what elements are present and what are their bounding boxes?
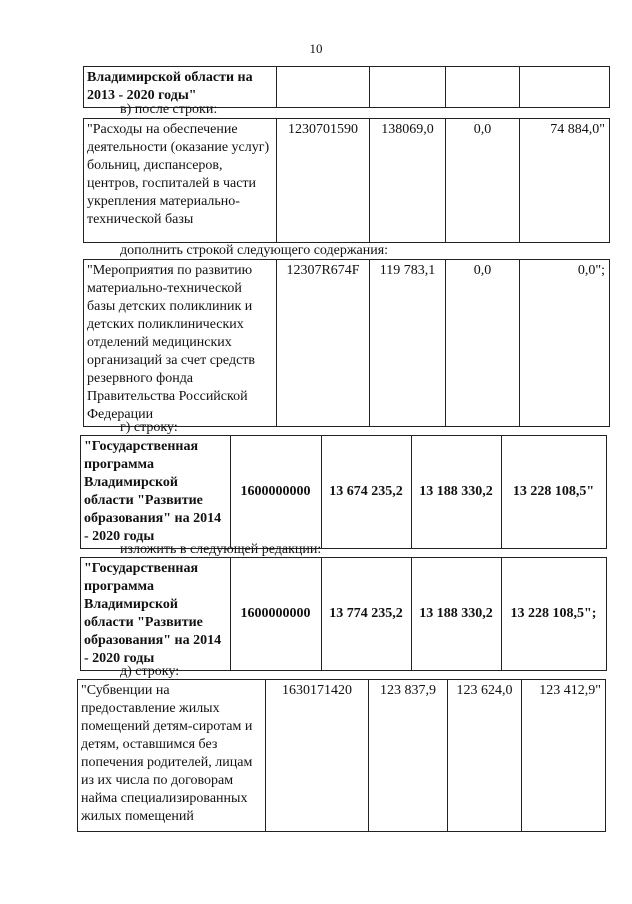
value-cell: 119 783,1 — [370, 260, 446, 427]
value-cell: 13 228 108,5"; — [502, 558, 607, 671]
code-cell — [277, 67, 370, 108]
value-cell: 123 412,9" — [522, 680, 606, 832]
table-row — [84, 260, 610, 427]
instruction-edit: изложить в следующей редакции: — [120, 542, 322, 557]
value-cell: 0,0 — [446, 119, 520, 243]
table-c — [83, 259, 610, 427]
value-cell: 123 624,0 — [448, 680, 522, 832]
row-name-cell: Владимирской области на 2013 - 2020 годы" — [84, 67, 277, 108]
row-name-cell: "Субвенции на предоставление жилых помещений детям-сиротам и детям, оставшимся без попечения родителей, лицам из их числа по договорам найма специализированных жилых помещений — [78, 680, 266, 832]
instruction-v: в) после строки: — [120, 102, 218, 117]
value-cell: 74 884,0" — [520, 119, 610, 243]
value-cell — [520, 67, 610, 108]
table-b — [83, 118, 610, 243]
table-d — [80, 435, 607, 549]
instruction-g: г) строку: — [120, 420, 178, 435]
row-name-cell: "Государственная программа Владимирской области "Развитие образования" на 2014 - 2020 годы — [81, 558, 231, 671]
instruction-d: д) строку: — [120, 664, 180, 679]
table-row — [84, 119, 610, 243]
row-name-cell: "Расходы на обеспечение деятельности (оказание услуг) больниц, диспансеров, центров, госпиталей в части укрепления материально-технической базы — [84, 119, 277, 243]
code-cell: 1600000000 — [231, 558, 322, 671]
code-cell: 12307R674F — [277, 260, 370, 427]
row-name-cell: "Государственная программа Владимирской области "Развитие образования" на 2014 - 2020 годы — [81, 436, 231, 549]
value-cell: 13 188 330,2 — [412, 558, 502, 671]
value-cell — [370, 67, 446, 108]
row-name-cell: "Мероприятия по развитию материально-технической базы детских поликлиник и детских поликлинических отделений медицинских организаций за счет средств резервного фонда Правительства Российской Федерации — [84, 260, 277, 427]
value-cell: 0,0 — [446, 260, 520, 427]
value-cell: 0,0"; — [520, 260, 610, 427]
value-cell — [446, 67, 520, 108]
table-row — [78, 680, 606, 832]
instruction-add: дополнить строкой следующего содержания: — [120, 243, 389, 258]
value-cell: 13 674 235,2 — [322, 436, 412, 549]
value-cell: 138069,0 — [370, 119, 446, 243]
code-cell: 1630171420 — [266, 680, 369, 832]
code-cell: 1230701590 — [277, 119, 370, 243]
value-cell: 13 774 235,2 — [322, 558, 412, 671]
value-cell: 123 837,9 — [369, 680, 448, 832]
value-cell: 13 228 108,5" — [502, 436, 607, 549]
table-f — [77, 679, 606, 832]
table-row — [81, 558, 607, 671]
table-row — [81, 436, 607, 549]
value-cell: 13 188 330,2 — [412, 436, 502, 549]
table-e — [80, 557, 607, 671]
code-cell: 1600000000 — [231, 436, 322, 549]
page-number: 10 — [309, 41, 323, 56]
